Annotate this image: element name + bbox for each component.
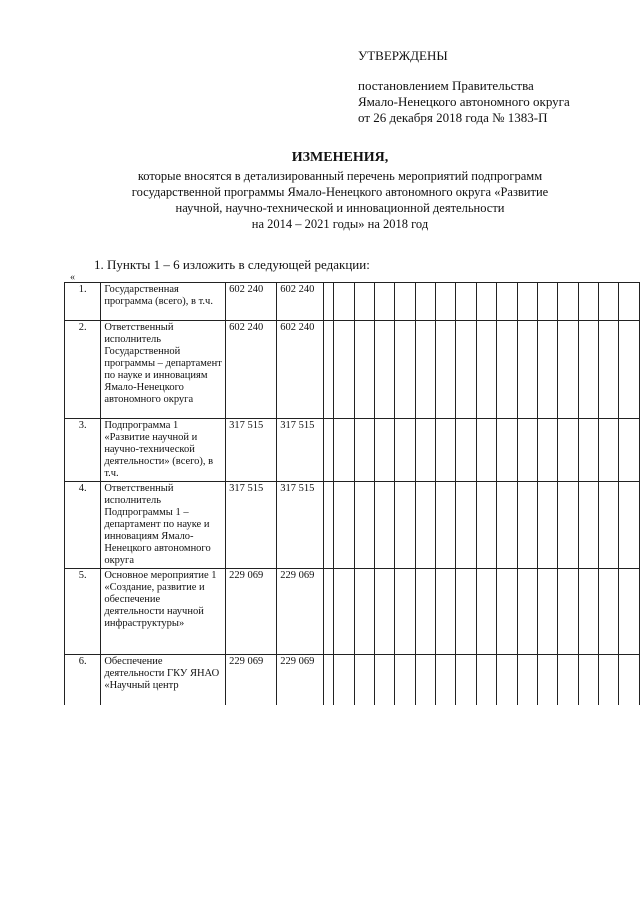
row-value-2018: 229 069 [277,569,324,655]
empty-cell [517,419,537,482]
empty-cell [334,283,354,321]
empty-cell [599,569,619,655]
empty-cell [497,482,517,569]
empty-cell [599,482,619,569]
title-line: на 2014 – 2021 годы» на 2018 год [251,217,429,231]
empty-cell [415,569,435,655]
empty-cell [436,482,456,569]
empty-cell [334,419,354,482]
empty-cell [395,419,415,482]
row-value-total: 602 240 [226,321,277,419]
empty-cell [578,283,598,321]
table-row [65,283,640,321]
empty-cell [374,655,394,705]
empty-cell [558,419,578,482]
approval-line: постановлением Правительства [358,78,534,93]
row-number: 3. [65,419,101,482]
empty-cell [324,569,334,655]
approval-heading: УТВЕРЖДЕНЫ [358,48,448,63]
row-value-total: 317 515 [226,482,277,569]
empty-cell [558,482,578,569]
empty-cell [436,321,456,419]
empty-cell [415,419,435,482]
empty-cell [456,283,476,321]
empty-cell [374,569,394,655]
empty-cell [436,569,456,655]
approval-line: Ямало-Ненецкого автономного округа [358,94,570,109]
empty-cell [599,321,619,419]
empty-cell [324,482,334,569]
row-value-total: 317 515 [226,419,277,482]
empty-cell [537,482,557,569]
empty-cell [517,321,537,419]
empty-cell [436,655,456,705]
empty-cell [619,569,640,655]
empty-cell [578,482,598,569]
row-value-2018: 229 069 [277,655,324,705]
empty-cell [354,283,374,321]
table-row [65,321,640,419]
table-row [65,482,640,569]
empty-cell [354,482,374,569]
empty-cell [476,321,496,419]
empty-cell [324,283,334,321]
empty-cell [415,655,435,705]
empty-cell [436,419,456,482]
empty-cell [537,419,557,482]
row-number: 4. [65,482,101,569]
row-number: 6. [65,655,101,705]
empty-cell [354,569,374,655]
empty-cell [354,419,374,482]
approval-line: от 26 декабря 2018 года № 1383-П [358,110,548,125]
empty-cell [537,321,557,419]
row-name: Основное мероприятие 1 «Создание, развитие и обеспечение деятельности научной инфраструктуры» [101,569,226,655]
empty-cell [334,482,354,569]
empty-cell [476,419,496,482]
row-value-2018: 602 240 [277,283,324,321]
empty-cell [334,569,354,655]
empty-cell [334,655,354,705]
row-name: Ответственный исполнитель Подпрограммы 1 – департамент по науке и инновациям Ямало-Ненецкого автономного округа [101,482,226,569]
row-value-2018: 317 515 [277,482,324,569]
empty-cell [415,283,435,321]
empty-cell [324,419,334,482]
table-row [65,655,640,705]
empty-cell [395,482,415,569]
empty-cell [374,419,394,482]
row-number: 1. [65,283,101,321]
empty-cell [476,283,496,321]
empty-cell [415,321,435,419]
empty-cell [578,655,598,705]
empty-cell [415,482,435,569]
empty-cell [578,419,598,482]
title-line: государственной программы Ямало-Ненецкого автономного округа «Развитие [131,185,549,199]
empty-cell [476,482,496,569]
row-value-total: 602 240 [226,283,277,321]
empty-cell [537,283,557,321]
table-row [65,569,640,655]
empty-cell [395,569,415,655]
row-number: 5. [65,569,101,655]
measures-table [64,282,640,705]
empty-cell [436,283,456,321]
title-line: которые вносятся в детализированный перечень мероприятий подпрограмм [137,169,543,183]
row-value-2018: 317 515 [277,419,324,482]
empty-cell [497,655,517,705]
row-name: Обеспечение деятельности ГКУ ЯНАО «Научный центр [101,655,226,705]
empty-cell [395,283,415,321]
empty-cell [619,655,640,705]
empty-cell [324,655,334,705]
empty-cell [456,482,476,569]
empty-cell [578,569,598,655]
row-value-total: 229 069 [226,655,277,705]
table-row [65,419,640,482]
empty-cell [374,321,394,419]
empty-cell [599,419,619,482]
empty-cell [619,283,640,321]
empty-cell [517,482,537,569]
empty-cell [537,655,557,705]
row-name: Подпрограмма 1 «Развитие научной и научно-технической деятельности» (всего), в т.ч. [101,419,226,482]
empty-cell [354,321,374,419]
empty-cell [619,482,640,569]
empty-cell [599,655,619,705]
empty-cell [497,569,517,655]
empty-cell [497,419,517,482]
empty-cell [456,321,476,419]
empty-cell [497,283,517,321]
row-value-2018: 602 240 [277,321,324,419]
row-number: 2. [65,321,101,419]
empty-cell [456,419,476,482]
empty-cell [334,321,354,419]
empty-cell [537,569,557,655]
empty-cell [374,283,394,321]
empty-cell [517,569,537,655]
empty-cell [517,655,537,705]
title-heading: ИЗМЕНЕНИЯ, [291,150,389,165]
empty-cell [558,283,578,321]
empty-cell [619,419,640,482]
empty-cell [395,321,415,419]
document-title [60,150,620,232]
empty-cell [395,655,415,705]
empty-cell [476,569,496,655]
empty-cell [558,655,578,705]
row-value-total: 229 069 [226,569,277,655]
open-quote: « [70,272,75,283]
approval-block [358,48,570,126]
empty-cell [558,321,578,419]
row-name: Ответственный исполнитель Государственной программы – департамент по науке и инновациям Ямало-Ненецкого автономного округа [101,321,226,419]
empty-cell [354,655,374,705]
empty-cell [324,321,334,419]
empty-cell [497,321,517,419]
empty-cell [619,321,640,419]
empty-cell [517,283,537,321]
empty-cell [456,569,476,655]
empty-cell [374,482,394,569]
amendment-item: 1. Пункты 1 – 6 изложить в следующей редакции: [94,257,370,272]
empty-cell [456,655,476,705]
empty-cell [599,283,619,321]
empty-cell [578,321,598,419]
empty-cell [476,655,496,705]
row-name: Государственная программа (всего), в т.ч. [101,283,226,321]
empty-cell [558,569,578,655]
title-line: научной, научно-технической и инновационной деятельности [175,201,505,215]
